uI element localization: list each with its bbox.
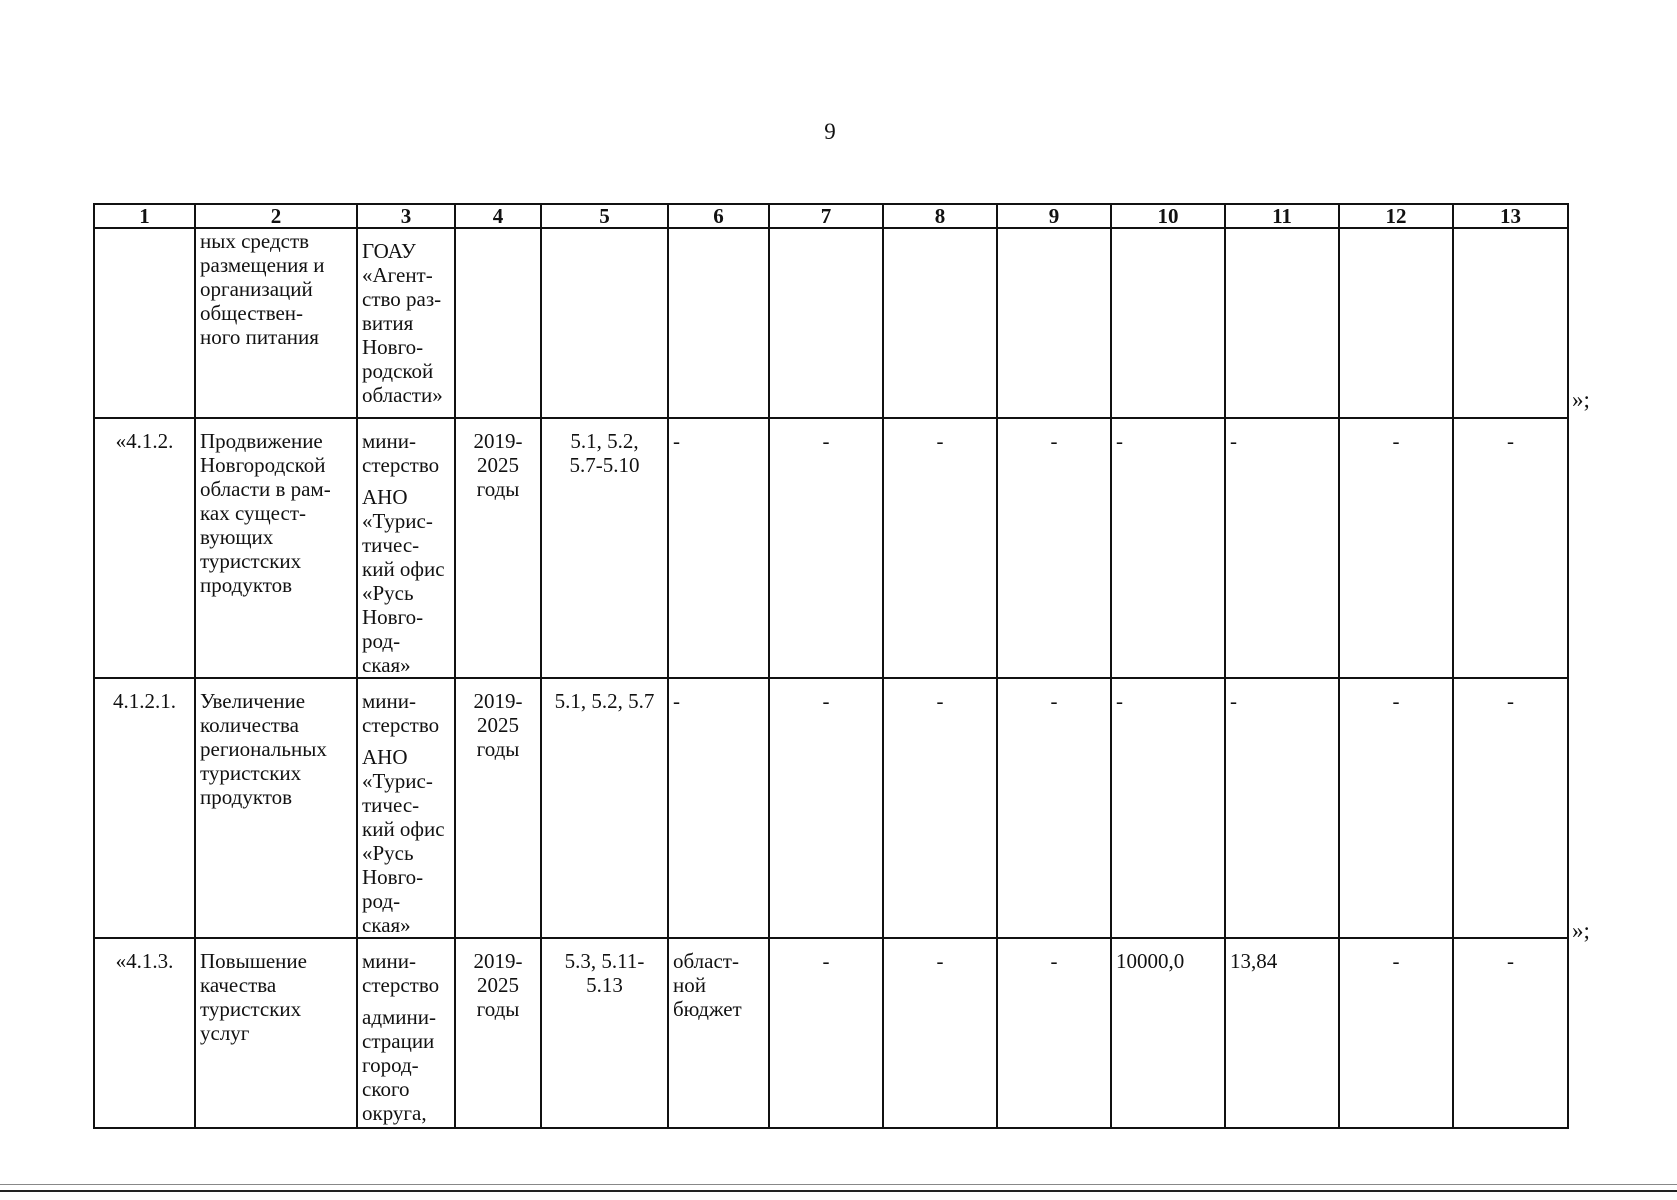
closing-quote-mark: »; xyxy=(1572,387,1590,412)
cell-text: - xyxy=(1050,949,1058,973)
cell-text-line: ская» xyxy=(362,913,411,937)
executor-group xyxy=(362,429,450,477)
value-2024-cell xyxy=(1339,678,1453,938)
cell-text-line: «Агент- xyxy=(362,263,433,287)
cell-text-line: области в рам- xyxy=(200,477,331,501)
cell-text-line: «Турис- xyxy=(362,509,433,533)
period-cell xyxy=(455,418,541,678)
cell-text-line: страции xyxy=(362,1029,435,1053)
value-2023-cell xyxy=(1225,418,1339,678)
cell-text-line: 2025 xyxy=(477,713,519,737)
cell-text-line: «Турис- xyxy=(362,769,433,793)
cell-text-line: вития xyxy=(362,311,414,335)
cell-text-line: туристских xyxy=(200,997,302,1021)
value-2020-cell xyxy=(883,228,997,418)
cell-text: 10000,0 xyxy=(1116,949,1185,973)
value-2021-cell xyxy=(997,418,1111,678)
column-header-1: 1 xyxy=(94,204,195,228)
activity-name-cell xyxy=(195,228,357,418)
cell-text: - xyxy=(936,949,944,973)
header-row xyxy=(94,204,1568,228)
cell-text-line: ках сущест- xyxy=(200,501,307,525)
value-2025-cell xyxy=(1453,938,1568,1128)
cell-text: - xyxy=(1392,429,1400,453)
value-2025-cell xyxy=(1453,228,1568,418)
value-2022-cell xyxy=(1111,228,1225,418)
cell-text-line: годы xyxy=(476,997,520,1021)
value-2022-cell xyxy=(1111,938,1225,1128)
value-2020-cell xyxy=(883,418,997,678)
column-header-5: 5 xyxy=(541,204,668,228)
cell-text-line: 2025 xyxy=(477,973,519,997)
cell-text-line: Новго- xyxy=(362,605,424,629)
cell-text: 13,84 xyxy=(1230,949,1278,973)
cell-text-line: 5.13 xyxy=(586,973,623,997)
cell-text-line: 5.1, 5.2, 5.7 xyxy=(554,689,655,713)
cell-text-line: бюджет xyxy=(673,997,742,1021)
funding-source-cell xyxy=(668,678,769,938)
cell-text-line: АНО xyxy=(362,745,408,769)
cell-text-line: услуг xyxy=(200,1021,250,1045)
cell-text: - xyxy=(1050,689,1058,713)
executor-group xyxy=(362,1005,450,1125)
cell-text-line: вующих xyxy=(200,525,274,549)
value-2022-cell xyxy=(1111,418,1225,678)
cell-text-line: региональных xyxy=(200,737,327,761)
cell-text-line: админи- xyxy=(362,1005,437,1029)
activity-name-cell xyxy=(195,678,357,938)
cell-text-line: качества xyxy=(200,973,277,997)
executor-cell xyxy=(357,678,455,938)
executor-cell xyxy=(357,938,455,1128)
cell-text: - xyxy=(1507,429,1514,453)
value-2019-cell xyxy=(769,228,883,418)
executor-cell xyxy=(357,418,455,678)
table-row xyxy=(94,938,1568,1128)
cell-text-line: ного питания xyxy=(200,325,319,349)
cell-text-line: ной xyxy=(673,973,706,997)
column-header-4: 4 xyxy=(455,204,541,228)
cell-text-line: стерство xyxy=(362,713,440,737)
column-header-12: 12 xyxy=(1339,204,1453,228)
cell-text-line: Продвижение xyxy=(200,429,323,453)
value-2020-cell xyxy=(883,678,997,938)
cell-text-line: тичес- xyxy=(362,533,420,557)
activity-name-cell xyxy=(195,418,357,678)
scan-edge-line xyxy=(0,1184,1677,1185)
cell-text: - xyxy=(1230,429,1237,453)
period-cell xyxy=(455,228,541,418)
cell-text-line: обществен- xyxy=(200,301,304,325)
cell-text: - xyxy=(822,949,830,973)
column-header-6: 6 xyxy=(668,204,769,228)
cell-text-line: АНО xyxy=(362,485,408,509)
cell-text-line: продуктов xyxy=(200,785,293,809)
column-header-7: 7 xyxy=(769,204,883,228)
cell-text-line: Повышение xyxy=(200,949,307,973)
cell-text-line: Новго- xyxy=(362,865,424,889)
value-2025-cell xyxy=(1453,678,1568,938)
value-2019-cell xyxy=(769,418,883,678)
cell-text-line: ского xyxy=(362,1077,410,1101)
table-row xyxy=(94,228,1568,418)
value-2023-cell xyxy=(1225,678,1339,938)
cell-text: - xyxy=(936,429,944,453)
table-row xyxy=(94,418,1568,678)
cell-text: - xyxy=(1507,689,1514,713)
executor-group xyxy=(362,485,450,677)
cell-text-line: Новго- xyxy=(362,335,424,359)
funding-source-cell xyxy=(668,938,769,1128)
column-header-3: 3 xyxy=(357,204,455,228)
value-2023-cell xyxy=(1225,938,1339,1128)
cell-text: - xyxy=(1392,689,1400,713)
cell-text-line: ство раз- xyxy=(362,287,442,311)
cell-text-line: стерство xyxy=(362,453,440,477)
item-number-cell xyxy=(94,228,195,418)
cell-text-line: 5.3, 5.11- xyxy=(564,949,645,973)
cell-text-line: город- xyxy=(362,1053,419,1077)
executor-group xyxy=(362,239,450,407)
value-2021-cell xyxy=(997,228,1111,418)
cell-text: «4.1.3. xyxy=(115,949,174,973)
table-row xyxy=(94,678,1568,938)
cell-text-line: мини- xyxy=(362,689,416,713)
cell-text-line: «Русь xyxy=(362,581,414,605)
activity-name-cell xyxy=(195,938,357,1128)
cell-text-line: мини- xyxy=(362,429,416,453)
value-2020-cell xyxy=(883,938,997,1128)
cell-text-line: родской xyxy=(362,359,434,383)
cell-text-line: кий офис xyxy=(362,557,445,581)
cell-text-line: «Русь xyxy=(362,841,414,865)
cell-text-line: Новгородской xyxy=(200,453,326,477)
cell-text-line: количества xyxy=(200,713,299,737)
cell-text: - xyxy=(822,429,830,453)
cell-text-line: род- xyxy=(362,889,401,913)
period-cell xyxy=(455,678,541,938)
cell-text-line: ская» xyxy=(362,653,411,677)
cell-text-line: - xyxy=(673,689,680,713)
item-number-cell xyxy=(94,678,195,938)
value-2023-cell xyxy=(1225,228,1339,418)
cell-text: - xyxy=(822,689,830,713)
cell-text-line: род- xyxy=(362,629,401,653)
cell-text: «4.1.2. xyxy=(115,429,174,453)
cell-text: - xyxy=(1050,429,1058,453)
executor-group xyxy=(362,949,450,997)
item-number-cell xyxy=(94,418,195,678)
cell-text-line: стерство xyxy=(362,973,440,997)
cell-text-line: 2019- xyxy=(473,949,523,973)
cell-text-line: размещения и xyxy=(200,253,325,277)
cell-text-line: област- xyxy=(673,949,739,973)
cell-text: - xyxy=(1507,949,1514,973)
cell-text-line: 2019- xyxy=(473,689,523,713)
cell-text-line: организаций xyxy=(200,277,313,301)
cell-text-line: 5.1, 5.2, xyxy=(570,429,639,453)
cell-text: - xyxy=(936,689,944,713)
executor-group xyxy=(362,745,450,937)
target-indicator-cell xyxy=(541,228,668,418)
funding-source-cell xyxy=(668,228,769,418)
cell-text-line: тичес- xyxy=(362,793,420,817)
cell-text-line: округа, xyxy=(362,1101,427,1125)
cell-text-line: туристских xyxy=(200,761,302,785)
value-2019-cell xyxy=(769,938,883,1128)
cell-text-line: - xyxy=(673,429,680,453)
cell-text: 4.1.2.1. xyxy=(113,689,176,713)
cell-text: - xyxy=(1116,429,1123,453)
value-2024-cell xyxy=(1339,228,1453,418)
cell-text: - xyxy=(1116,689,1123,713)
cell-text-line: продуктов xyxy=(200,573,293,597)
value-2021-cell xyxy=(997,678,1111,938)
item-number-cell xyxy=(94,938,195,1128)
cell-text-line: туристских xyxy=(200,549,302,573)
value-2022-cell xyxy=(1111,678,1225,938)
funding-source-cell xyxy=(668,418,769,678)
cell-text-line: годы xyxy=(476,737,520,761)
value-2024-cell xyxy=(1339,418,1453,678)
program-activities-table xyxy=(93,203,1569,1129)
column-header-13: 13 xyxy=(1453,204,1568,228)
cell-text-line: 2025 xyxy=(477,453,519,477)
target-indicator-cell xyxy=(541,418,668,678)
cell-text-line: 5.7-5.10 xyxy=(569,453,640,477)
closing-quote-mark: »; xyxy=(1572,918,1590,943)
cell-text: - xyxy=(1230,689,1237,713)
column-header-11: 11 xyxy=(1225,204,1339,228)
cell-text-line: мини- xyxy=(362,949,416,973)
executor-group xyxy=(362,689,450,737)
cell-text-line: ных средств xyxy=(200,229,310,253)
column-header-10: 10 xyxy=(1111,204,1225,228)
scan-edge-line xyxy=(0,1190,1677,1192)
executor-cell xyxy=(357,228,455,418)
target-indicator-cell xyxy=(541,678,668,938)
column-header-8: 8 xyxy=(883,204,997,228)
cell-text-line: области» xyxy=(362,383,443,407)
cell-text-line: Увеличение xyxy=(200,689,306,713)
cell-text: - xyxy=(1392,949,1400,973)
page-number: 9 xyxy=(824,119,836,144)
cell-text-line: ГОАУ xyxy=(362,239,416,263)
cell-text-line: годы xyxy=(476,477,520,501)
target-indicator-cell xyxy=(541,938,668,1128)
value-2024-cell xyxy=(1339,938,1453,1128)
cell-text-line: кий офис xyxy=(362,817,445,841)
value-2021-cell xyxy=(997,938,1111,1128)
value-2019-cell xyxy=(769,678,883,938)
period-cell xyxy=(455,938,541,1128)
value-2025-cell xyxy=(1453,418,1568,678)
column-header-9: 9 xyxy=(997,204,1111,228)
cell-text-line: 2019- xyxy=(473,429,523,453)
column-header-2: 2 xyxy=(195,204,357,228)
